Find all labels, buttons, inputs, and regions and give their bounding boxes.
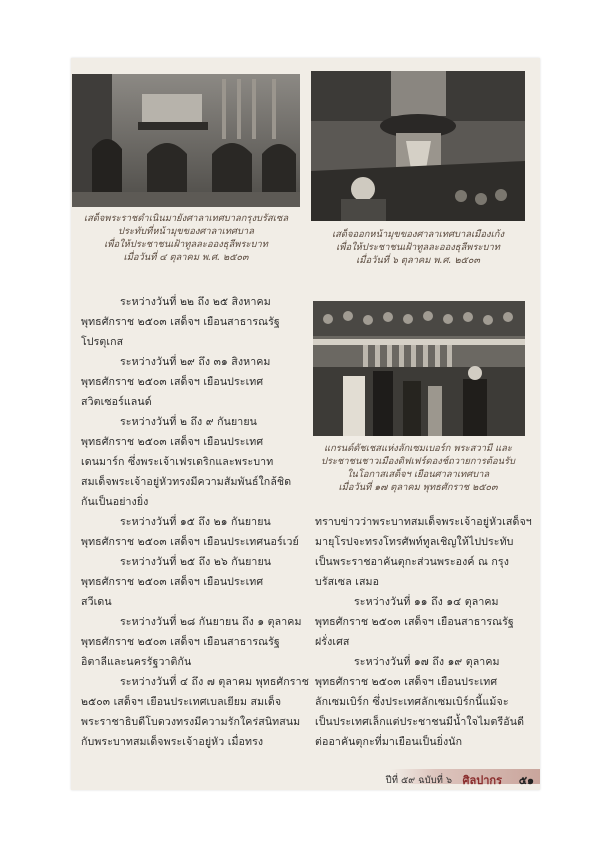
text-line: พุทธศักราช ๒๕๐๓ เสด็จฯ เยือนประเทศนอร์เวย์ xyxy=(81,536,299,548)
caption-line: ประทับที่หน้ามุขของศาลาเทศบาล xyxy=(118,226,254,237)
text-line: บรัสเซล เสมอ xyxy=(315,576,380,588)
magazine-page xyxy=(71,58,540,790)
caption-photo1 xyxy=(71,212,301,264)
text-line: ระหว่างวันที่ ๒๕ ถึง ๒๖ กันยายน xyxy=(120,556,272,568)
text-line: เดนมาร์ก ซึ่งพระเจ้าเฟรเดริกและพระบาท xyxy=(81,456,274,468)
text-line: พุทธศักราช ๒๕๐๓ เสด็จฯ เยือนประเทศ xyxy=(81,576,264,588)
caption-line: เมื่อวันที่ ๖ ตุลาคม พ.ศ. ๒๕๐๓ xyxy=(356,255,480,266)
page-number: ๕๑ xyxy=(518,774,534,787)
issue-label: ปีที่ ๕๙ ฉบับที่ ๖ xyxy=(385,775,452,786)
caption-photo3 xyxy=(311,442,525,494)
photo-luxembourg-reception xyxy=(313,301,525,436)
text-line: พระราชาธิบดีโบดวงทรงมีความรักใคร่สนิทสนม xyxy=(81,716,301,728)
caption-line: เสด็จพระราชดำเนินมายังศาลาเทศบาลกรุงบรัสเซล xyxy=(83,213,289,224)
caption-line: แกรนด์ดัชเชสแห่งลักเซมเบอร์ก พระสวามี และ xyxy=(324,443,512,454)
text-line: กันเป็นอย่างยิ่ง xyxy=(81,496,149,508)
text-line: พุทธศักราช ๒๕๐๓ เสด็จฯ เยือนสาธารณรัฐ xyxy=(81,316,280,328)
photo-ghent-balcony xyxy=(311,71,525,221)
text-line: สวีเดน xyxy=(81,596,112,608)
footer-band xyxy=(385,769,540,787)
photo-brussels-town-hall xyxy=(72,74,300,207)
caption-photo2 xyxy=(311,228,525,267)
text-line: อิตาลีและนครรัฐวาติกัน xyxy=(81,656,192,668)
text-line: ระหว่างวันที่ ๔ ถึง ๗ ตุลาคม พุทธศักราช xyxy=(120,676,309,688)
text-line: สวิตเซอร์แลนด์ xyxy=(81,396,152,408)
text-line: พุทธศักราช ๒๕๐๓ เสด็จฯ เยือนสาธารณรัฐ xyxy=(315,616,514,628)
text-line: ระหว่างวันที่ ๒๘ กันยายน ถึง ๑ ตุลาคม xyxy=(120,616,302,628)
text-line: ระหว่างวันที่ ๑๕ ถึง ๒๑ กันยายน xyxy=(120,516,271,528)
text-line: สมเด็จพระเจ้าอยู่หัวทรงมีความสัมพันธ์ใกล้ชิด xyxy=(81,476,292,488)
magazine-title: ศิลปากร xyxy=(462,774,502,787)
text-line: ลักเซมเบิร์ก ซึ่งประเทศลักเซมเบิร์กนี้แม้จะ xyxy=(315,696,509,708)
caption-line: ประชาชนชาวเมืองดิฟเฟร์ดองช์ถวายการต้อนรับ xyxy=(321,456,515,467)
caption-line: เมื่อวันที่ ๑๗ ตุลาคม พุทธศักราช ๒๕๐๓ xyxy=(338,482,498,493)
text-line: พุทธศักราช ๒๕๐๓ เสด็จฯ เยือนประเทศ xyxy=(81,436,264,448)
text-line: ระหว่างวันที่ ๑๑ ถึง ๑๔ ตุลาคม xyxy=(354,596,499,608)
text-line: ๒๕๐๓ เสด็จฯ เยือนประเทศเบลเยียม สมเด็จ xyxy=(81,696,282,708)
text-line: กับพระบาทสมเด็จพระเจ้าอยู่หัว เมื่อทรง xyxy=(81,736,264,748)
text-line: พุทธศักราช ๒๕๐๓ เสด็จฯ เยือนประเทศ xyxy=(315,676,498,688)
text-line: ทราบข่าวว่าพระบาทสมเด็จพระเจ้าอยู่หัวเสด็จฯ xyxy=(315,516,532,528)
caption-line: ในโอกาสเสด็จฯ เยือนศาลาเทศบาล xyxy=(346,469,490,480)
text-line: พุทธศักราช ๒๕๐๓ เสด็จฯ เยือนประเทศ xyxy=(81,376,264,388)
text-line: มายุโรปจะทรงโทรศัพท์ทูลเชิญให้ไปประทับ xyxy=(315,536,514,548)
text-line: ต่ออาคันตุกะที่มาเยือนเป็นยิ่งนัก xyxy=(315,736,463,748)
text-line: เป็นพระราชอาคันตุกะส่วนพระองค์ ณ กรุง xyxy=(315,556,509,568)
text-line: เป็นประเทศเล็กแต่ประชาชนมีน้ำใจไมตรีอันดี xyxy=(315,716,525,728)
caption-line: เพื่อให้ประชาชนเฝ้าทูลละอองธุลีพระบาท xyxy=(104,239,268,250)
left-text-column xyxy=(81,293,309,753)
text-line: ระหว่างวันที่ ๑๗ ถึง ๑๙ ตุลาคม xyxy=(354,656,500,668)
text-line: ระหว่างวันที่ ๒๒ ถึง ๒๕ สิงหาคม xyxy=(120,296,271,308)
text-line: ระหว่างวันที่ ๒๙ ถึง ๓๑ สิงหาคม xyxy=(120,356,271,368)
text-line: โปรตุเกส xyxy=(81,336,124,348)
text-line: ฝรั่งเศส xyxy=(315,636,350,648)
text-line: พุทธศักราช ๒๕๐๓ เสด็จฯ เยือนสาธารณรัฐ xyxy=(81,636,280,648)
page-footer xyxy=(71,766,540,787)
right-text-column xyxy=(315,513,533,753)
caption-line: เพื่อให้ประชาชนเฝ้าทูลละอองธุลีพระบาท xyxy=(336,242,500,253)
caption-line: เสด็จออกหน้ามุขของศาลาเทศบาลเมืองเก้ง xyxy=(331,229,505,240)
text-line: ระหว่างวันที่ ๒ ถึง ๙ กันยายน xyxy=(120,416,257,428)
caption-line: เมื่อวันที่ ๔ ตุลาคม พ.ศ. ๒๕๐๓ xyxy=(123,252,249,263)
